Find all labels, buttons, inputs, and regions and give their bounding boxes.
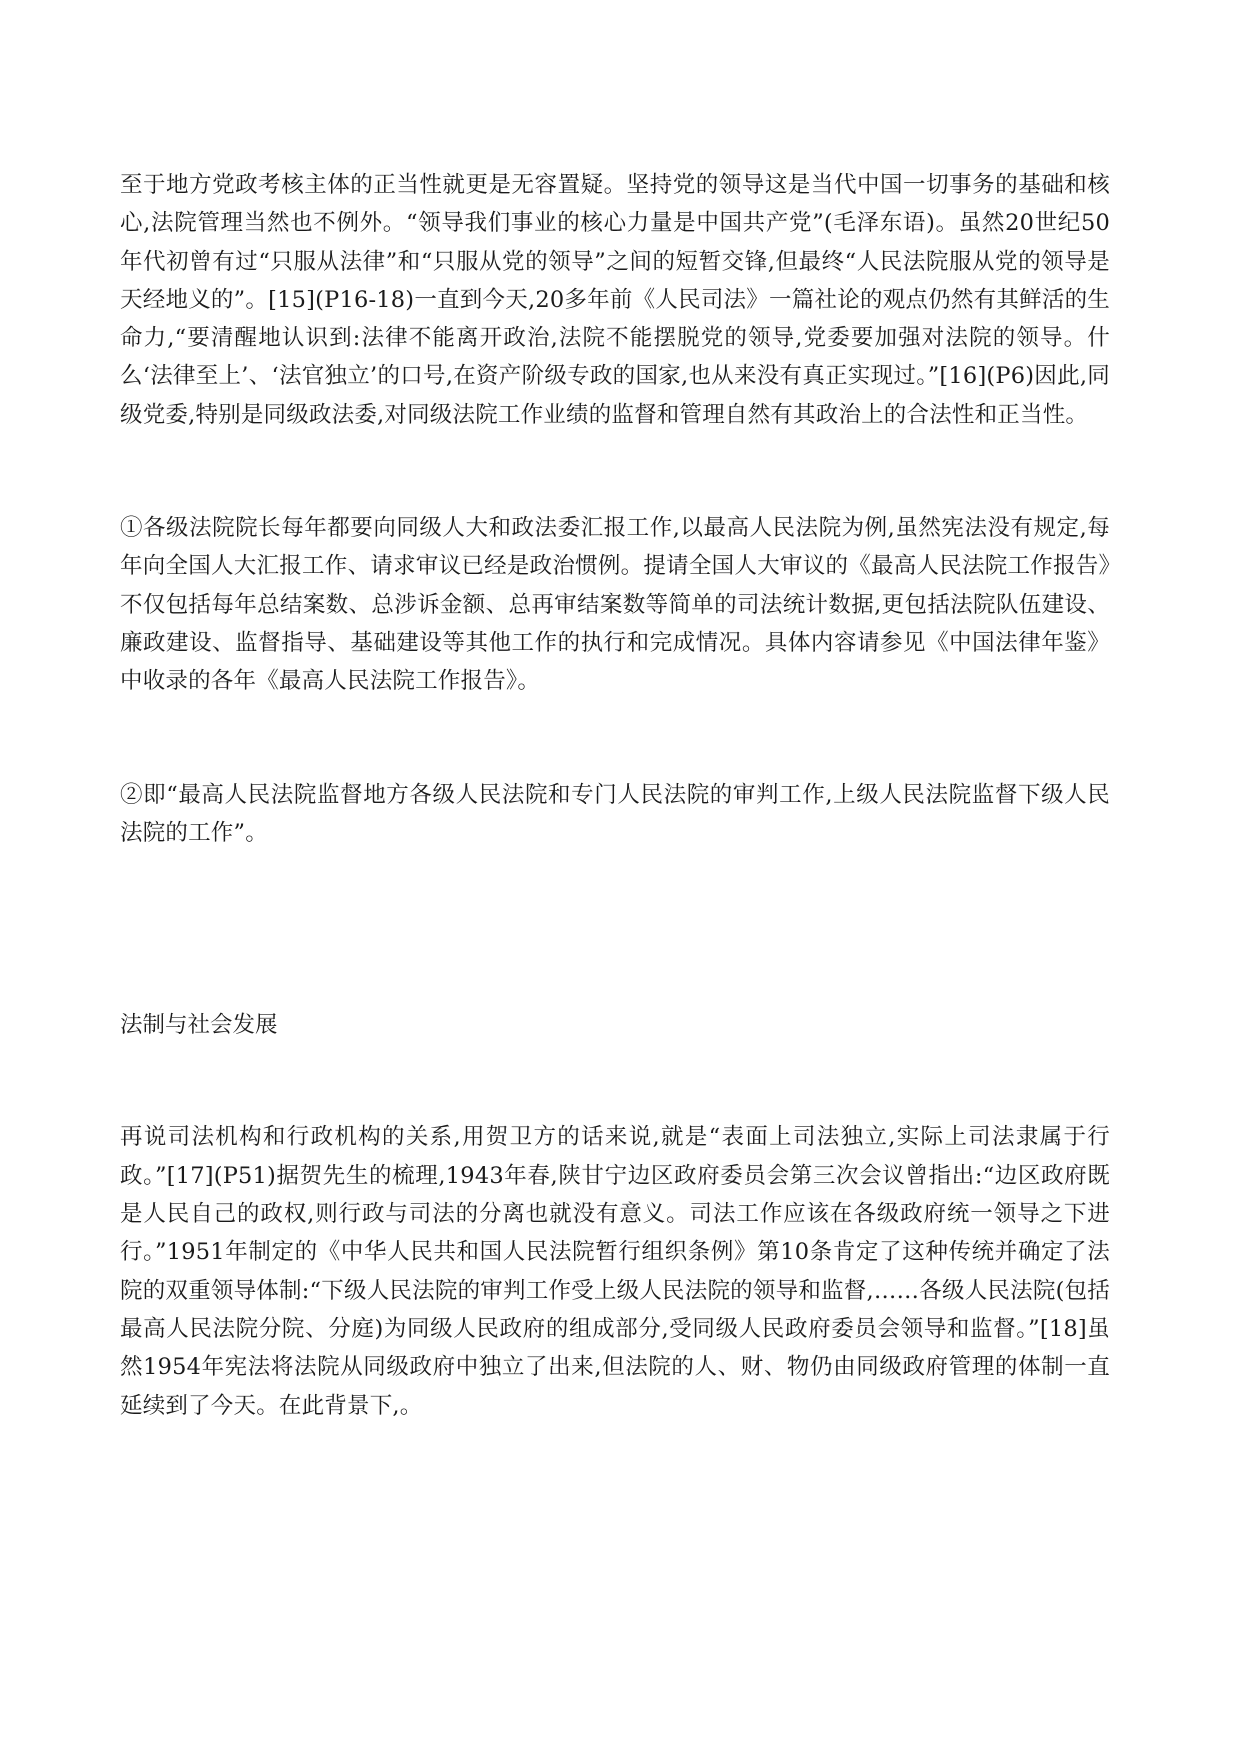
footnote-2: ②即“最高人民法院监督地方各级人民法院和专门人民法院的审判工作,上级人民法院监督下级人民法院的工作”。: [120, 781, 1110, 846]
section-title: 法制与社会发展: [120, 1012, 278, 1039]
paragraph-judicial-administrative: 再说司法机构和行政机构的关系,用贺卫方的话来说,就是“表面上司法独立,实际上司法隶属于行政。”[17](P51)据贺先生的梳理,1943年春,陕甘宁边区政府委员会第三次会议曾指出:“边区政府既是人民自己的政权,则行政与司法的分离也就没有意义。司法工作应该在各级政府统一领导之下进行。”1951年制定的《中华人民共和国人民法院暂行组织条例》第10条肯定了这种传统并确定了法院的双重领导体制:“下级人民法院的审判工作受上级人民法院的领导和监督,……各级人民法院(包括最高人民法院分院、分庭)为同级人民政府的组成部分,受同级人民政府委员会领导和监督。”[18]虽然1954年宪法将法院从同级政府中独立了出来,但法院的人、财、物仍由同级政府管理的体制一直延续到了今天。在此背景下,。: [120, 1124, 1110, 1419]
paragraph-party-leadership: 至于地方党政考核主体的正当性就更是无容置疑。坚持党的领导这是当代中国一切事务的基础和核心,法院管理当然也不例外。“领导我们事业的核心力量是中国共产党”(毛泽东语)。虽然20世纪50年代初曾有过“只服从法律”和“只服从党的领导”之间的短暂交锋,但最终“人民法院服从党的领导是天经地义的”。[15](P16-18)一直到今天,20多年前《人民司法》一篇社论的观点仍然有其鲜活的生命力,“要清醒地认识到:法律不能离开政治,法院不能摆脱党的领导,党委要加强对法院的领导。什么‘法律至上’、‘法官独立’的口号,在资产阶级专政的国家,也从来没有真正实现过。”[16](P6)因此,同级党委,特别是同级政法委,对同级法院工作业绩的监督和管理自然有其政治上的合法性和正当性。: [120, 172, 1110, 428]
document-page: [120, 166, 1110, 1425]
footnote-1: ①各级法院院长每年都要向同级人大和政法委汇报工作,以最高人民法院为例,虽然宪法没有规定,每年向全国人大汇报工作、请求审议已经是政治惯例。提请全国人大审议的《最高人民法院工作报告》不仅包括每年总结案数、总涉诉金额、总再审结案数等简单的司法统计数据,更包括法院队伍建设、廉政建设、监督指导、基础建设等其他工作的执行和完成情况。具体内容请参见《中国法律年鉴》中收录的各年《最高人民法院工作报告》。: [120, 515, 1110, 695]
